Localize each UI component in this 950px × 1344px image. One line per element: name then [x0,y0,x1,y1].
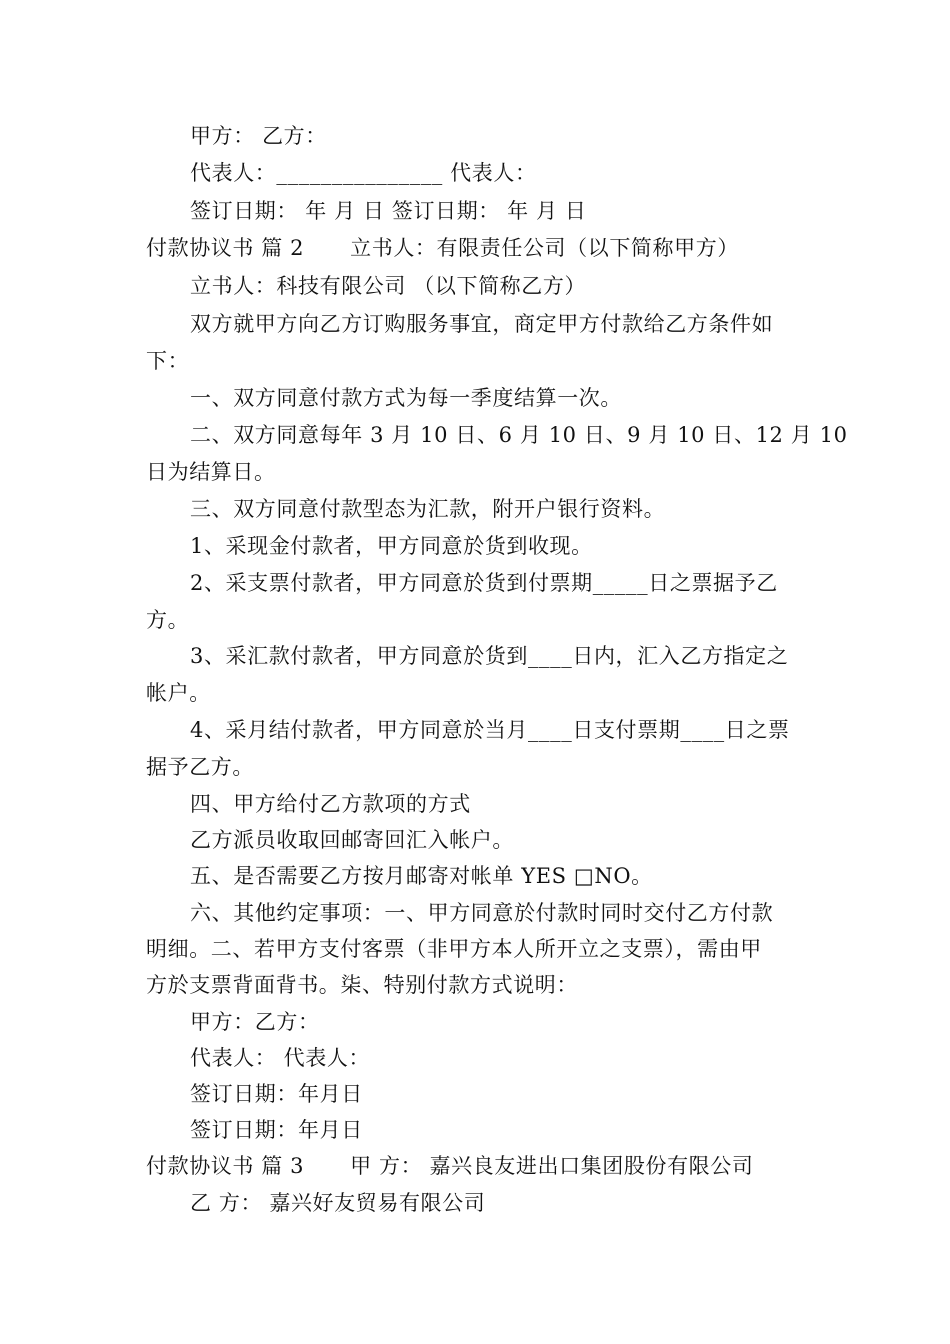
clause-2-cont: 日为结算日。 [146,460,276,484]
signing-date-line: 签订日期：年月日 [190,1082,363,1106]
party-b-name: 乙 方： 嘉兴好友贸易有限公司 [190,1191,486,1215]
clause-1: 一、双方同意付款方式为每一季度结算一次。 [190,386,622,410]
section-heading: 付款协议书 篇 3 [146,1154,305,1178]
sub-clause-2: 2、采支票付款者，甲方同意於货到付票期_____日之票据予乙 [190,571,778,595]
sub-clause-4-cont: 据予乙方。 [146,755,254,779]
sub-clause-1: 1、采现金付款者，甲方同意於货到收现。 [190,534,593,558]
clause-4: 四、甲方给付乙方款项的方式 [190,792,471,816]
representative-line: 代表人：_______________ 代表人： [190,161,537,185]
signing-date-line: 签订日期： 年 月 日 签订日期： 年 月 日 [190,199,587,223]
clause-4-detail: 乙方派员收取回邮寄回汇入帐户。 [190,828,514,852]
clause-2: 二、双方同意每年 3 月 10 日、6 月 10 日、9 月 10 日、12 月 10 [190,423,848,447]
paragraph-line: 下： [146,349,190,373]
sub-clause-4: 4、采月结付款者，甲方同意於当月____日支付票期____日之票 [190,718,790,742]
party-a-name: 甲 方： 嘉兴良友进出口集团股份有限公司 [350,1154,754,1178]
signature-parties-line: 甲方：乙方： [190,1010,320,1034]
sub-clause-3: 3、采汇款付款者，甲方同意於货到____日内，汇入乙方指定之 [190,644,789,668]
representative-line: 代表人： 代表人： [190,1046,371,1070]
issuer-party-b: 立书人：科技有限公司 （以下简称乙方） [190,274,587,298]
sub-clause-3-cont: 帐户。 [146,681,211,705]
paragraph-line: 双方就甲方向乙方订购服务事宜，商定甲方付款给乙方条件如 [190,312,774,336]
issuer-party-a: 立书人：有限责任公司（以下简称甲方） [350,236,739,260]
clause-6-cont: 明细。二、若甲方支付客票（非甲方本人所开立之支票），需由甲 [146,937,762,961]
signing-date-line: 签订日期：年月日 [190,1118,363,1142]
clause-3: 三、双方同意付款型态为汇款，附开户银行资料。 [190,497,666,521]
clause-6-cont: 方於支票背面背书。柒、特别付款方式说明： [146,973,578,997]
section-heading: 付款协议书 篇 2 [146,236,305,260]
clause-6: 六、其他约定事项：一、甲方同意於付款时同时交付乙方付款 [190,901,774,925]
section-heading-line [146,1152,753,1180]
clause-5: 五、是否需要乙方按月邮寄对帐单 YES □NO。 [190,864,653,888]
signature-parties-line: 甲方： 乙方： [190,124,327,148]
sub-clause-2-cont: 方。 [146,608,190,632]
section-heading-line [146,234,739,262]
